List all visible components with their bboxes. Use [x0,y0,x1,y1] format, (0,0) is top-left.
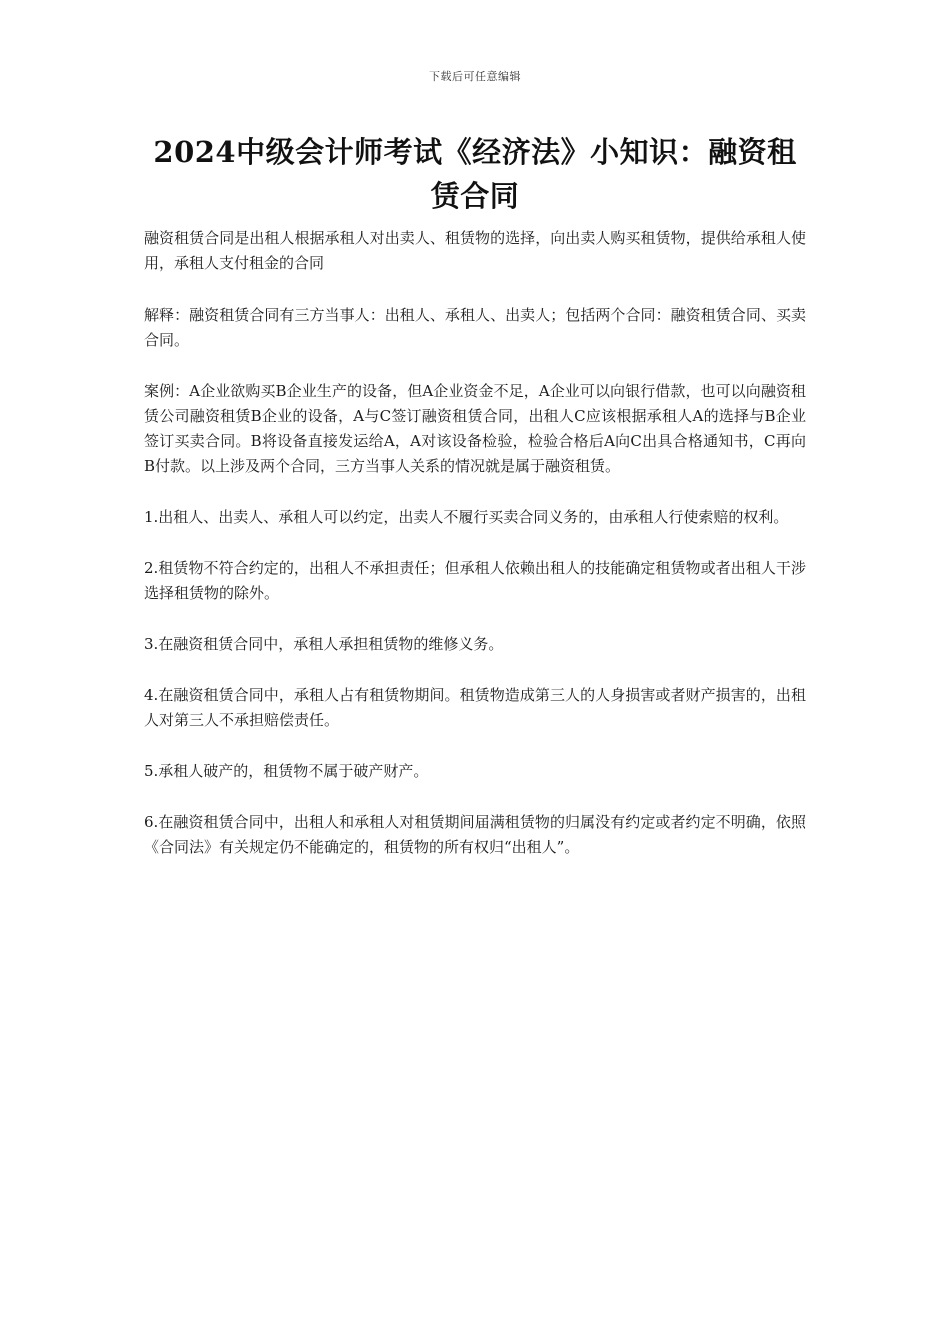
paragraph-explanation: 解释：融资租赁合同有三方当事人：出租人、承租人、出卖人；包括两个合同：融资租赁合同、买卖合同。 [144,306,806,349]
paragraph-case: 案例：A企业欲购买B企业生产的设备，但A企业资金不足，A企业可以向银行借款，也可以向融资租赁公司融资租赁B企业的设备，A与C签订融资租赁合同，出租人C应该根据承租人A的选择与B企业签订买卖合同。B将设备直接发运给A，A对该设备检验，检验合格后A向C出具合格通知书，C再向B付款。以上涉及两个合同，三方当事人关系的情况就是属于融资租赁。 [144,382,806,475]
paragraph-point-1: 1.出租人、出卖人、承租人可以约定，出卖人不履行买卖合同义务的，由承租人行使索赔的权利。 [144,508,789,526]
paragraph-point-2: 2.租赁物不符合约定的，出租人不承担责任；但承租人依赖出租人的技能确定租赁物或者出租人干涉选择租赁物的除外。 [144,559,806,602]
header-note: 下载后可任意编辑 [429,70,521,83]
paragraph-definition: 融资租赁合同是出租人根据承租人对出卖人、租赁物的选择，向出卖人购买租赁物，提供给承租人使用，承租人支付租金的合同 [144,229,806,272]
paragraph-point-4: 4.在融资租赁合同中，承租人占有租赁物期间。租赁物造成第三人的人身损害或者财产损害的，出租人对第三人不承担赔偿责任。 [144,686,806,729]
paragraph-point-5: 5.承租人破产的，租赁物不属于破产财产。 [144,762,429,780]
paragraph-point-3: 3.在融资租赁合同中，承租人承担租赁物的维修义务。 [144,635,504,653]
document-title: 2024中级会计师考试《经济法》小知识：融资租赁合同 [153,135,797,213]
paragraph-point-6: 6.在融资租赁合同中，出租人和承租人对租赁期间届满租赁物的归属没有约定或者约定不明确，依照《合同法》有关规定仍不能确定的，租赁物的所有权归“出租人”。 [144,813,806,856]
document-body [144,226,806,886]
